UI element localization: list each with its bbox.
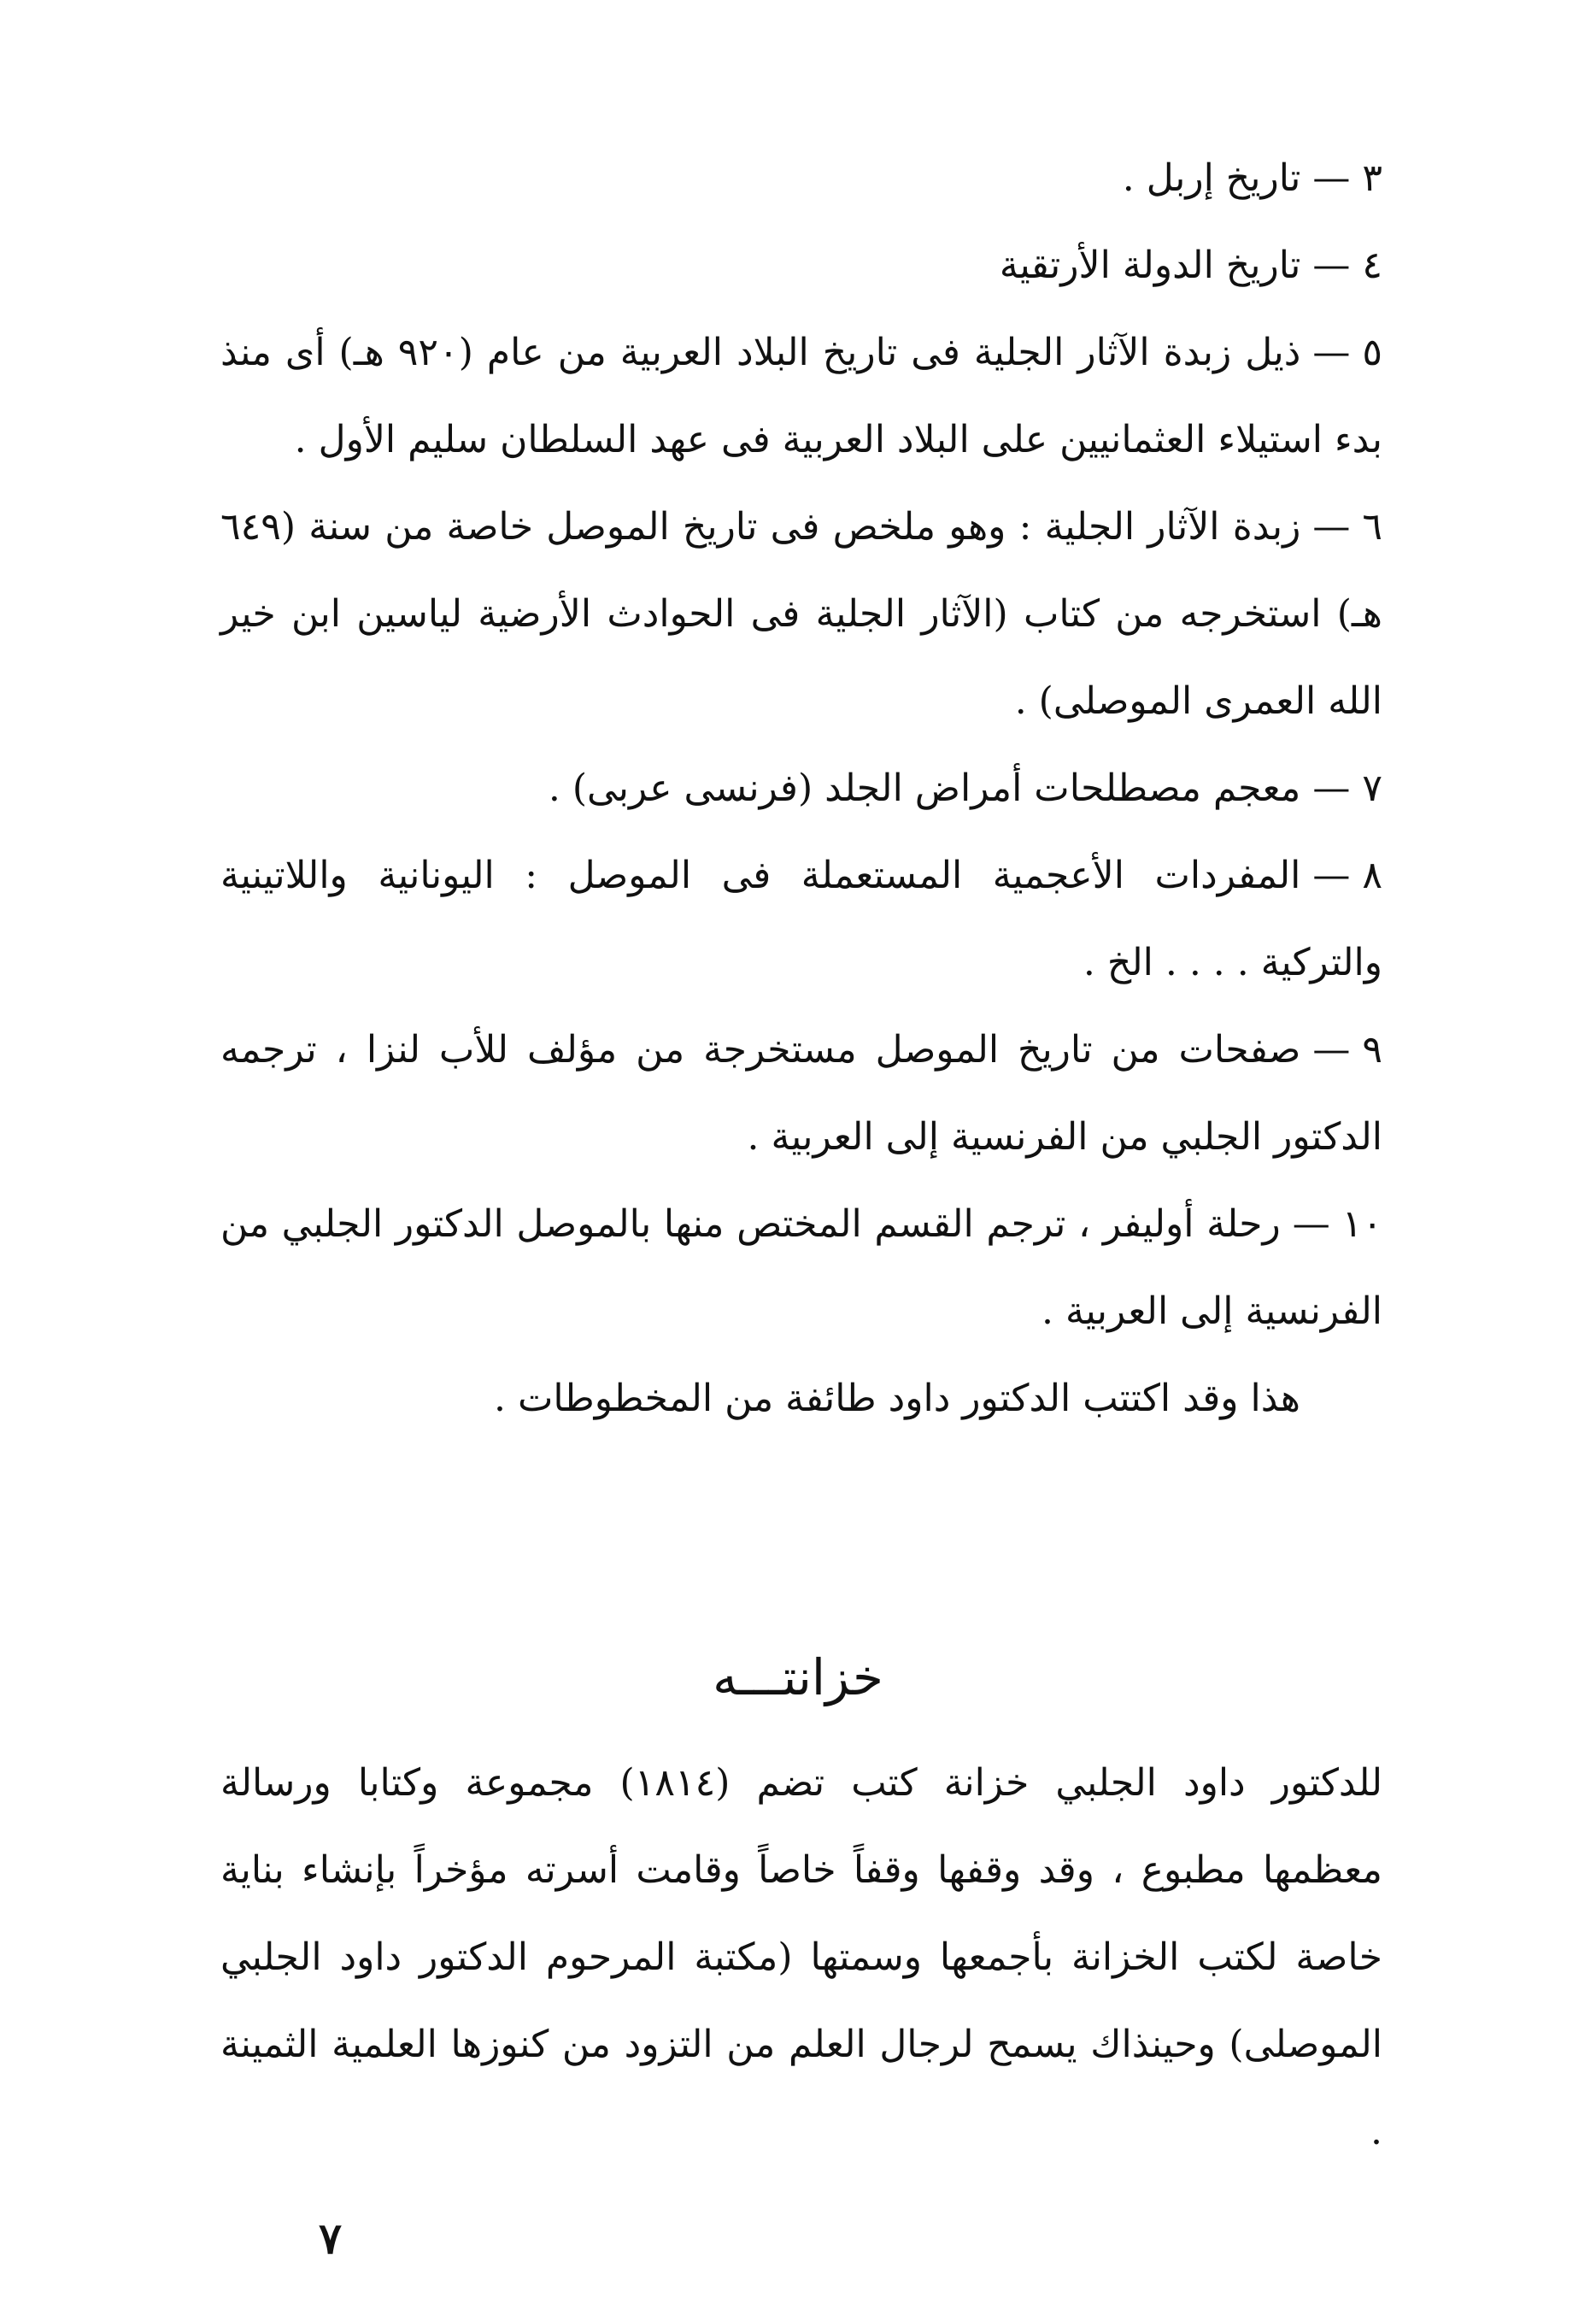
- item-dash: —: [1312, 244, 1351, 287]
- item-text: المفردات الأعجمية المستعملة فى الموصل : اليونانية واللاتينية والتركية . . . . الخ .: [220, 854, 1382, 984]
- item-dash: —: [1292, 1202, 1330, 1246]
- list-item: [220, 309, 1382, 484]
- item-text: تاريخ إربل .: [1122, 156, 1301, 200]
- item-number: ١٠: [1341, 1202, 1382, 1246]
- item-dash: —: [1312, 766, 1351, 810]
- section-title: خزانتـــه: [713, 1648, 883, 1706]
- item-number: ٥: [1362, 331, 1382, 374]
- list-item: [220, 222, 1382, 309]
- manuscripts-list: [220, 135, 1382, 1442]
- list-item: [220, 1007, 1382, 1181]
- item-dash: —: [1312, 156, 1351, 200]
- item-text: صفحات من تاريخ الموصل مستخرجة من مؤلف للأب لنزا ، ترجمه الدكتور الجلبي من الفرنسية إلى العربية .: [220, 1028, 1382, 1159]
- item-dash: —: [1312, 1028, 1351, 1072]
- list-item: [220, 1181, 1382, 1355]
- item-dash: —: [1312, 854, 1351, 897]
- item-text: تاريخ الدولة الأرتقية: [999, 244, 1301, 287]
- item-text: رحلة أوليفر ، ترجم القسم المختص منها بالموصل الدكتور الجلبي من الفرنسية إلى العربية .: [220, 1202, 1382, 1333]
- list-item: [220, 135, 1382, 222]
- list-item: [220, 745, 1382, 832]
- item-number: ٧: [1362, 766, 1382, 810]
- item-number: ٣: [1362, 156, 1382, 200]
- item-dash: —: [1312, 505, 1351, 549]
- item-number: ٩: [1362, 1028, 1382, 1072]
- list-item: [220, 484, 1382, 745]
- closing-sentence: هذا وقد اكتتب الدكتور داود طائفة من المخطوطات .: [493, 1377, 1300, 1420]
- item-number: ٨: [1362, 854, 1382, 897]
- item-text: زبدة الآثار الجلية : وهو ملخص فى تاريخ الموصل خاصة من سنة (٦٤٩ هـ) استخرجه من كتاب (الآثار الجلية فى الحوادث الأرضية لياسين ابن خير الله العمرى الموصلى) .: [220, 505, 1382, 723]
- item-number: ٤: [1362, 244, 1382, 287]
- item-text: معجم مصطلحات أمراض الجلد (فرنسى عربى) .: [548, 766, 1301, 810]
- item-dash: —: [1312, 331, 1351, 374]
- page-number: ٧: [319, 2213, 342, 2264]
- item-number: ٦: [1362, 505, 1382, 549]
- section-body: [220, 1740, 1382, 2176]
- list-item: [220, 832, 1382, 1007]
- library-paragraph: للدكتور داود الجلبي خزانة كتب تضم (١٨١٤) مجموعة وكتابا ورسالة معظمها مطبوع ، وقد وقفها وقفاً خاصاً وقامت أسرته مؤخراً بإنشاء بناية خاصة لكتب الخزانة بأجمعها وسمتها (مكتبة المرحوم الدكتور داود الجلبي الموصلى) وحينذاك يسمح لرجال العلم من التزود من كنوزها العلمية الثمينة .: [220, 1761, 1382, 2153]
- item-text: ذيل زبدة الآثار الجلية فى تاريخ البلاد العربية من عام (٩٢٠ هـ) أى منذ بدء استيلاء العثمانيين على البلاد العربية فى عهد السلطان سليم الأول .: [220, 331, 1382, 461]
